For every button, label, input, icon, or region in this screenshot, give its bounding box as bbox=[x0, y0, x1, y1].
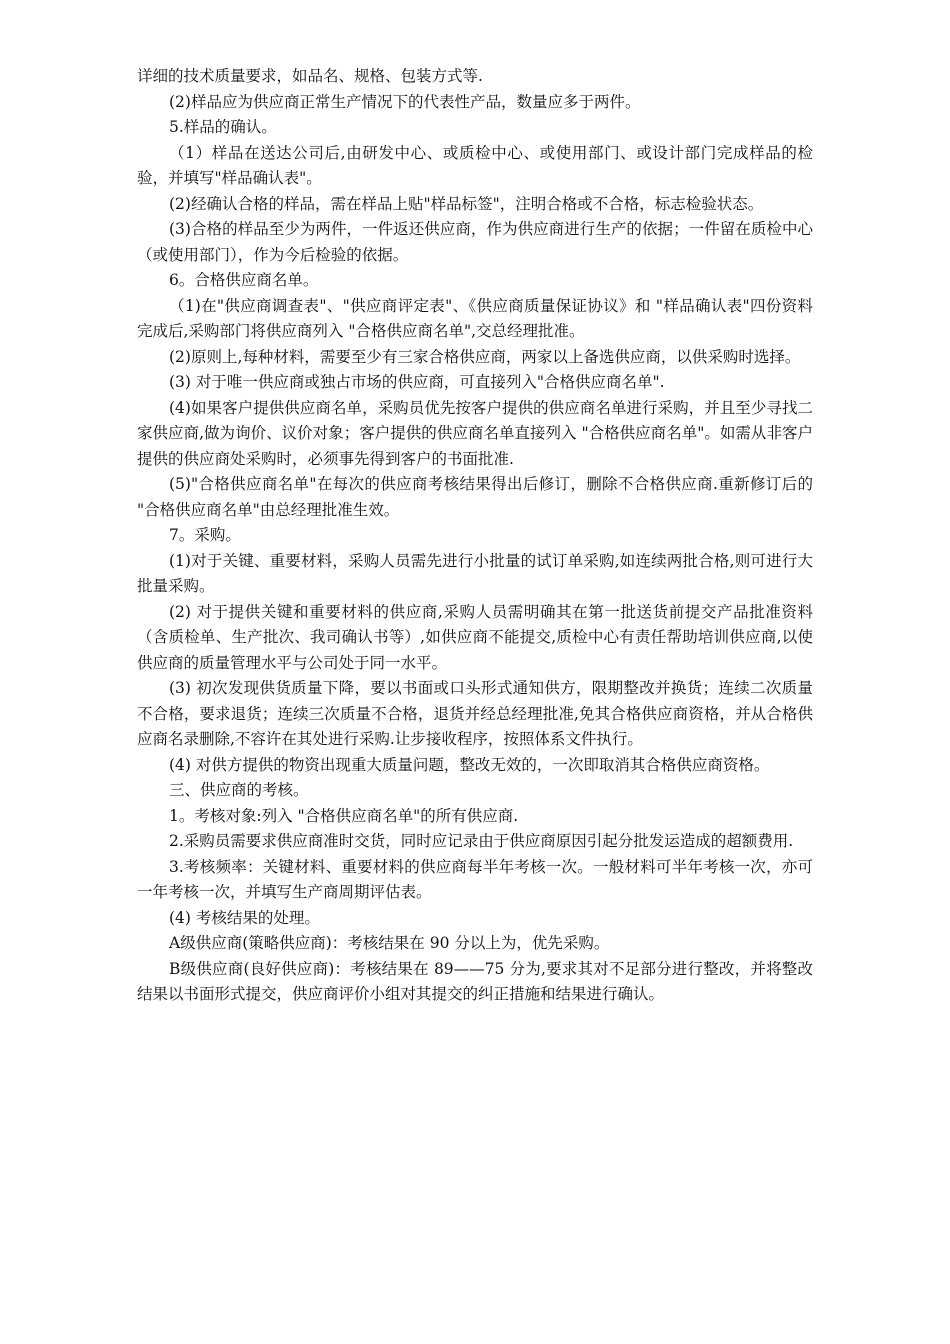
section-heading-7: 7。采购。 bbox=[169, 526, 241, 544]
paragraph-21: 3.考核频率：关键材料、重要材料的供应商每半年考核一次。一般材料可半年考核一次，亦可一年考核一次，并填写生产商周期评估表。 bbox=[137, 857, 813, 901]
paragraph-2: (2)样品应为供应商正常生产情况下的代表性产品，数量应多于两件。 bbox=[169, 92, 641, 111]
paragraph-17: (4) 对供方提供的物资出现重大质量问题，整改无效的，一次即取消其合格供应商资格。 bbox=[169, 755, 770, 774]
paragraph-10: (3) 对于唯一供应商或独占市场的供应商，可直接列入"合格供应商名单". bbox=[169, 373, 665, 391]
paragraph-5: (2)经确认合格的样品，需在样品上贴"样品标签"，注明合格或不合格，标志检验状态。 bbox=[169, 194, 764, 213]
paragraph-14: (1)对于关键、重要材料，采购人员需先进行小批量的试订单采购,如连续两批合格,则可进行大批量采购。 bbox=[137, 551, 813, 595]
paragraph-20: 2.采购员需要求供应商准时交货，同时应记录由于供应商原因引起分批发运造成的超额费用. bbox=[169, 832, 794, 850]
paragraph-9: (2)原则上,每种材料，需要至少有三家合格供应商，两家以上备选供应商，以供采购时选择。 bbox=[169, 347, 801, 366]
section-heading-3: 三、供应商的考核。 bbox=[169, 781, 309, 799]
paragraph-24: B级供应商(良好供应商)：考核结果在 89——75 分为,要求其对不足部分进行整改，并将整改结果以书面形式提交，供应商评价小组对其提交的纠正措施和结果进行确认。 bbox=[137, 959, 813, 1003]
paragraph-19: 1。考核对象:列入 "合格供应商名单"的所有供应商. bbox=[169, 806, 519, 825]
section-heading-5: 5.样品的确认。 bbox=[169, 118, 277, 136]
paragraph-11: (4)如果客户提供供应商名单，采购员优先按客户提供的供应商名单进行采购，并且至少寻找二家供应商,做为询价、议价对象；客户提供的供应商名单直接列入 "合格供应商名单"。如需从非客户提供的供应商处采购时，必须事先得到客户的书面批准. bbox=[137, 398, 813, 468]
paragraph-6: (3)合格的样品至少为两件，一件返还供应商，作为供应商进行生产的依据；一件留在质检中心（或使用部门），作为今后检验的依据。 bbox=[137, 220, 813, 264]
paragraph-15: (2) 对于提供关键和重要材料的供应商,采购人员需明确其在第一批送货前提交产品批准资料（含质检单、生产批次、我司确认书等）,如供应商不能提交,质检中心有责任帮助培训供应商,以使供应商的质量管理水平与公司处于同一水平。 bbox=[137, 602, 813, 672]
paragraph-12: (5)"合格供应商名单"在每次的供应商考核结果得出后修订，删除不合格供应商.重新修订后的 "合格供应商名单"由总经理批准生效。 bbox=[137, 475, 813, 519]
paragraph-4: （1）样品在送达公司后,由研发中心、或质检中心、或使用部门、或设计部门完成样品的检验，并填写"样品确认表"。 bbox=[137, 143, 813, 187]
paragraph-1: 详细的技术质量要求，如品名、规格、包装方式等. bbox=[137, 67, 483, 85]
paragraph-22: (4) 考核结果的处理。 bbox=[169, 908, 320, 927]
paragraph-16: (3) 初次发现供货质量下降，要以书面或口头形式通知供方，限期整改并换货；连续二次质量不合格，要求退货；连续三次质量不合格，退货并经总经理批准,免其合格供应商资格，并从合格供应商名录删除,不容许在其处进行采购.让步接收程序，按照体系文件执行。 bbox=[137, 679, 813, 748]
paragraph-23: A级供应商(策略供应商)：考核结果在 90 分以上为，优先采购。 bbox=[169, 934, 610, 952]
paragraph-8: （1)在"供应商调查表"、"供应商评定表"、《供应商质量保证协议》和 "样品确认表"四份资料完成后,采购部门将供应商列入 "合格供应商名单",交总经理批准。 bbox=[137, 296, 813, 340]
document-page bbox=[137, 64, 813, 1008]
section-heading-6: 6。合格供应商名单。 bbox=[169, 271, 319, 289]
